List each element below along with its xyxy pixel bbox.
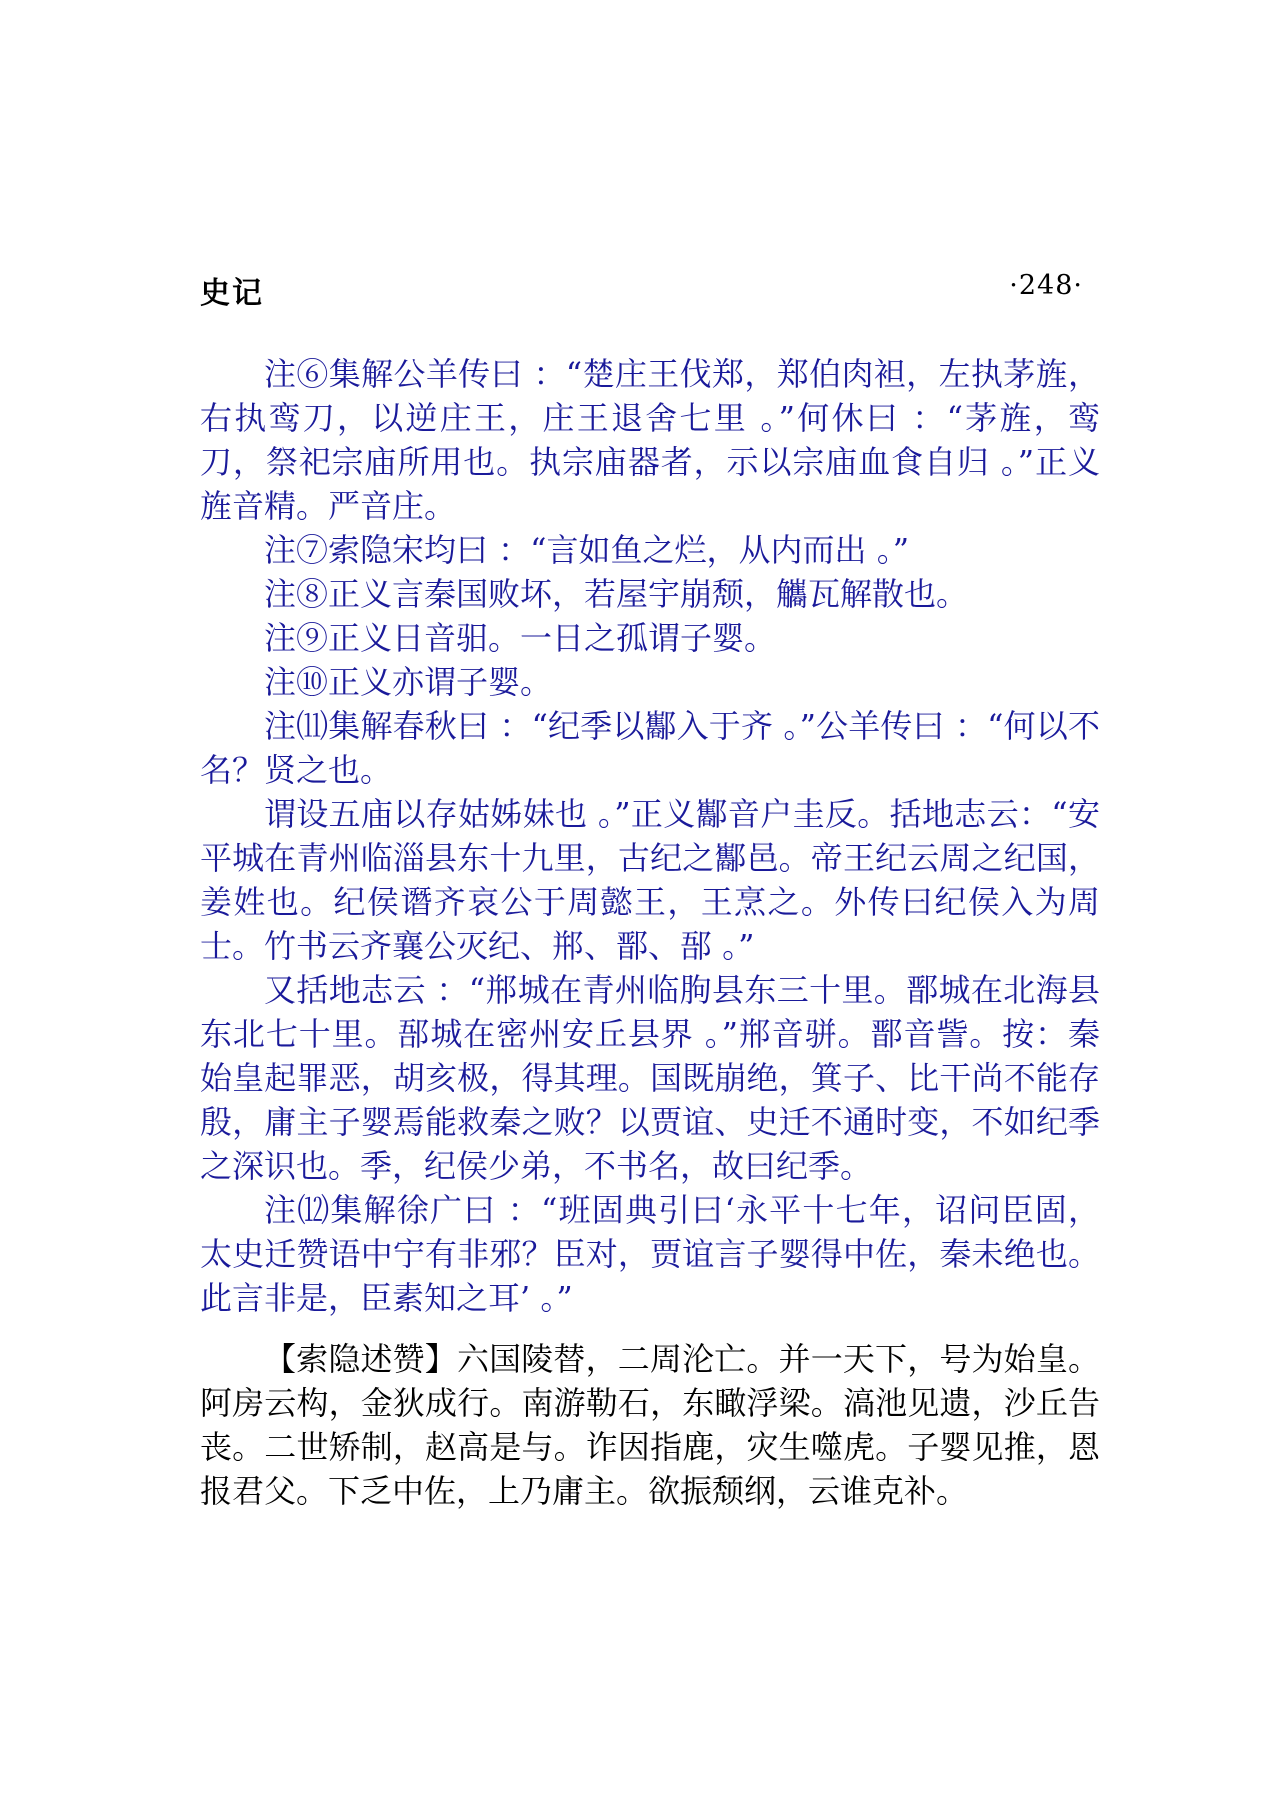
note-9: 注⑨正义日音驲。一日之孤谓子婴。 <box>264 619 777 657</box>
note-8: 注⑧正义言秦国败坏，若屋宇崩颓，觿瓦解散也。 <box>264 575 969 613</box>
book-title: 史记 <box>200 276 264 311</box>
note-7: 注⑦索隐宋均曰 ：“言如鱼之烂，从内而出 。” <box>264 531 910 569</box>
note-11-continued: 谓设五庙以存姑姊妹也 。”正义酅音户圭反。括地志云：“安平城在青州临淄县东十九里，古纪之酅邑。帝王纪云周之纪国，姜姓也。纪侯谮齐哀公于周懿王，王烹之。外传曰纪侯入为周士。竹书云齐襄公灭纪、郱、鄑、郚 。” <box>200 795 1100 965</box>
note-11-kuodizhi: 又括地志云 ：“郱城在青州临朐县东三十里。鄑城在北海县东北七十里。郚城在密州安丘县界 。”郱音骈。鄑音訾。按：秦始皇起罪恶，胡亥极，得其理。国既崩绝，箕子、比干尚不能存殷，庸主子婴焉能救秦之败？以贾谊、史迁不通时变，不如纪季之深识也。季，纪侯少弟，不书名，故曰纪季。 <box>200 971 1100 1185</box>
note-6: 注⑥集解公羊传曰 ：“楚庄王伐郑，郑伯肉袒，左执茅旌，右执鸾刀，以逆庄王，庄王退舍七里 。”何休曰 ：“茅旌，鸾刀，祭祀宗庙所用也。执宗庙器者，示以宗庙血食自归 。”正义旌音精。严音庄。 <box>200 355 1100 525</box>
shuzan-paragraph: 【索隐述赞】六国陵替，二周沦亡。并一天下，号为始皇。阿房云构，金狄成行。南游勒石，东瞰浮梁。滈池见遗，沙丘告丧。二世矫制，赵高是与。诈因指鹿，灾生噬虎。子婴见推，恩报君父。下乏中佐，上乃庸主。欲振颓纲，云谁克补。 <box>200 1340 1100 1510</box>
page-header <box>200 268 1083 311</box>
suoyin-shuzan <box>200 1337 1100 1513</box>
note-11: 注⑾集解春秋曰 ：“纪季以酅入于齐 。”公羊传曰 ：“何以不名？贤之也。 <box>200 707 1100 789</box>
annotation-notes <box>200 352 1100 1320</box>
note-10: 注⑩正义亦谓子婴。 <box>264 663 553 701</box>
page-number: ·248· <box>1009 270 1083 301</box>
note-12: 注⑿集解徐广曰 ：“班固典引曰‘永平十七年，诏问臣固，太史迁赞语中宁有非邪？臣对，贾谊言子婴得中佐，秦未绝也。此言非是，臣素知之耳’ 。” <box>200 1191 1100 1317</box>
